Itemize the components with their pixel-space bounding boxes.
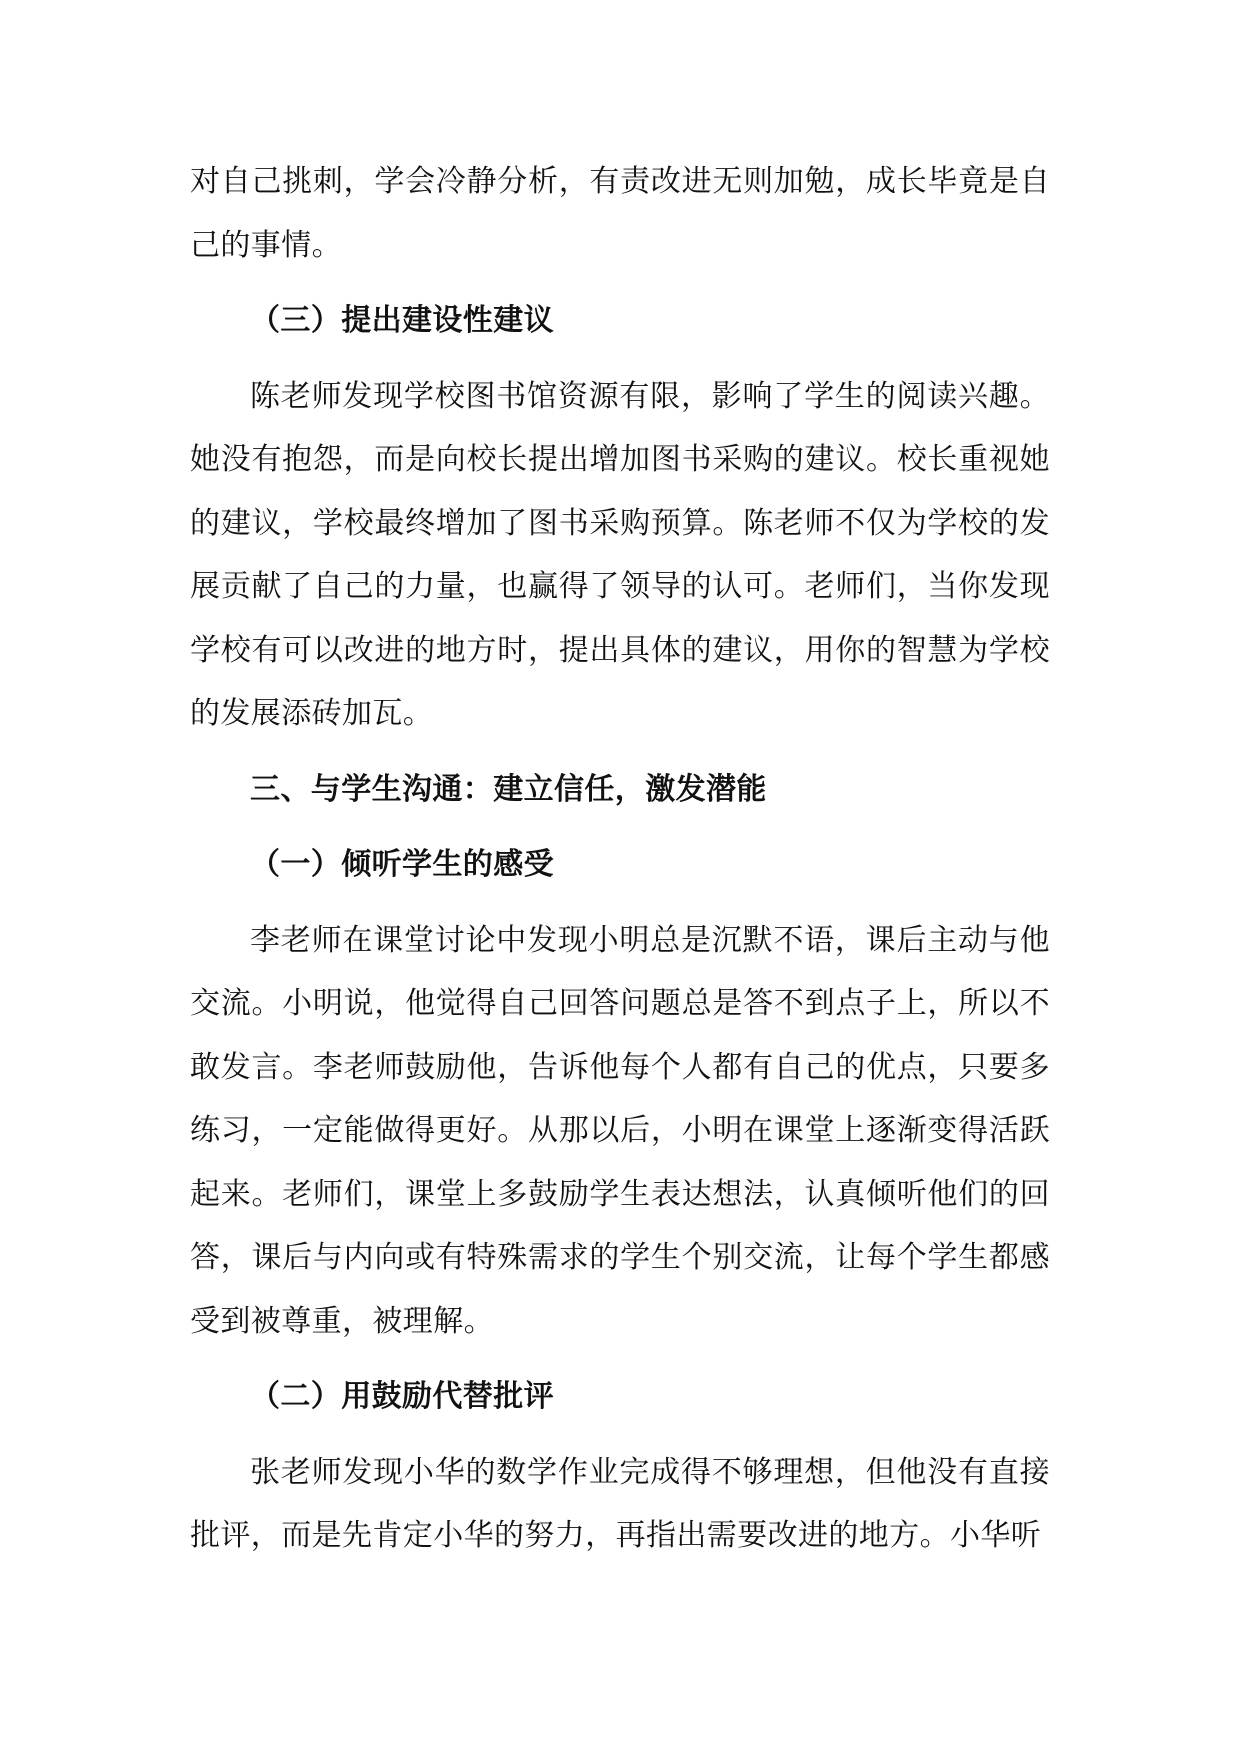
spacer: [190, 746, 1050, 758]
spacer: [190, 821, 1050, 833]
document-page: [190, 150, 1050, 1568]
spacer: [190, 1353, 1050, 1365]
paragraph-listening: 李老师在课堂讨论中发现小明总是沉默不语，课后主动与他交流。小明说，他觉得自己回答问题总是答不到点子上，所以不敢发言。李老师鼓励他，告诉他每个人都有自己的优点，只要多练习，一定能做得更好。从那以后，小明在课堂上逐渐变得活跃起来。老师们，课堂上多鼓励学生表达想法，认真倾听他们的回答，课后与内向或有特殊需求的学生个别交流，让每个学生都感受到被尊重，被理解。: [190, 922, 1050, 1339]
paragraph-continuation: 对自己挑刺，学会冷静分析，有责改进无则加勉，成长毕竟是自己的事情。: [190, 164, 1050, 263]
spacer: [190, 897, 1050, 909]
spacer: [190, 277, 1050, 289]
section-heading-2: （二）用鼓励代替批评: [250, 1379, 554, 1414]
section-heading-1: （一）倾听学生的感受: [250, 847, 554, 882]
spacer: [190, 353, 1050, 365]
section-heading-3: （三）提出建设性建议: [250, 303, 554, 338]
chapter-heading-student-communication: 三、与学生沟通：建立信任，激发潜能: [250, 771, 767, 807]
paragraph-encouragement: 张老师发现小华的数学作业完成得不够理想，但他没有直接批评，而是先肯定小华的努力，再指出需要改进的地方。小华听: [190, 1454, 1050, 1553]
spacer: [190, 1429, 1050, 1441]
paragraph-library-suggestion: 陈老师发现学校图书馆资源有限，影响了学生的阅读兴趣。她没有抱怨，而是向校长提出增加图书采购的建议。校长重视她的建议，学校最终增加了图书采购预算。陈老师不仅为学校的发展贡献了自己的力量，也赢得了领导的认可。老师们，当你发现学校有可以改进的地方时，提出具体的建议，用你的智慧为学校的发展添砖加瓦。: [190, 378, 1050, 731]
